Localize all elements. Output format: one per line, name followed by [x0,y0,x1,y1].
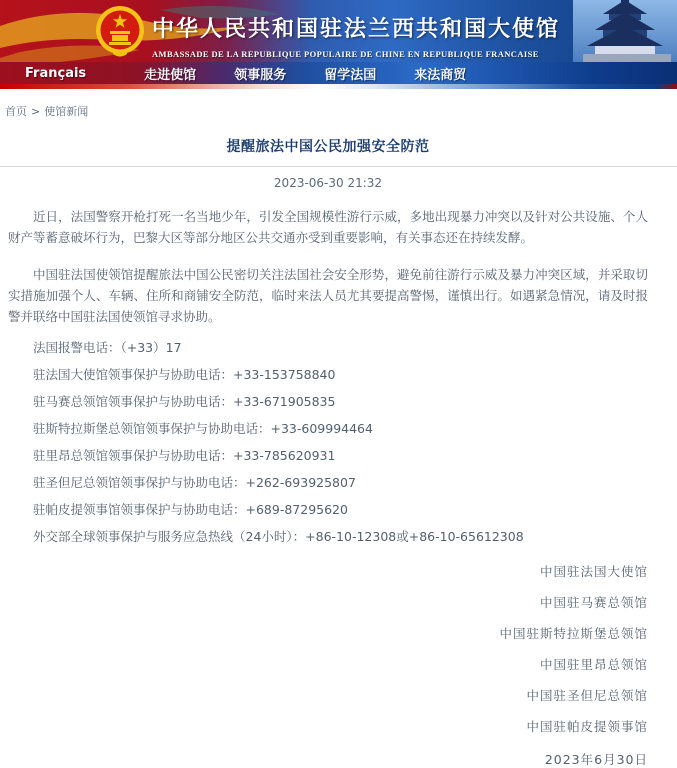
nav-item-francais[interactable]: Français [25,65,87,81]
breadcrumb [0,89,677,119]
hotline-police: 法国报警电话：（+33）17 [33,340,182,355]
nav-item-consular-services[interactable]: 领事服务 [234,67,287,83]
breadcrumb-home-link[interactable]: 首页 [5,105,27,118]
main-nav [0,62,677,84]
title-divider [0,166,677,167]
brand [152,12,560,59]
nav-item-study-in-france[interactable]: 留学法国 [324,67,377,83]
publish-datetime: 2023-06-30 21:32 [273,176,383,190]
paragraph: 中国驻法国使领馆提醒旅法中国公民密切关注法国社会安全形势，避免前往游行示威及暴力冲突区域，并采取切实措施加强个人、车辆、住所和商铺安全防范，临时来法人员尤其要提高警惕，谨慎出行。如遇紧急情况，请及时报警并联络中国驻法国使领馆寻求协助。 [8,267,648,324]
signature-marseille: 中国驻马赛总领馆 [539,595,648,610]
signatures [8,565,648,733]
temple-of-heaven-image [573,0,677,62]
hotline-strasbourg: 驻斯特拉斯堡总领馆领事保护与协助电话：+33-609994464 [33,421,373,436]
paragraph: 近日，法国警察开枪打死一名当地少年，引发全国规模性游行示威，多地出现暴力冲突以及针对公共设施、个人财产等蓄意破坏行为，巴黎大区等部分地区公共交通亦受到重要影响，有关事态还在持续发酵。 [8,209,648,245]
nav-item-business-in-france[interactable]: 来法商贸 [414,67,467,83]
nav-item-about-embassy[interactable]: 走进使馆 [144,67,197,83]
signature-saint-denis: 中国驻圣但尼总领馆 [526,688,648,703]
signature-lyon: 中国驻里昂总领馆 [539,657,648,672]
page-title: 提醒旅法中国公民加强安全防范 [226,139,430,155]
breadcrumb-section-link[interactable]: 使馆新闻 [44,105,89,118]
tricolor-divider [0,84,677,89]
hotline-saint-denis: 驻圣但尼总领馆领事保护与协助电话：+262-693925807 [33,475,356,490]
hotline-marseille: 驻马赛总领馆领事保护与协助电话：+33-671905835 [33,394,336,409]
signature-embassy-france: 中国驻法国大使馆 [539,564,648,579]
signature-papeete: 中国驻帕皮提领事馆 [526,719,648,734]
national-emblem-icon [95,5,145,59]
hotline-lyon: 驻里昂总领馆领事保护与协助电话：+33-785620931 [33,448,336,463]
signature-strasbourg: 中国驻斯特拉斯堡总领馆 [499,626,648,641]
hotline-embassy-france: 驻法国大使馆领事保护与协助电话：+33-153758840 [33,367,336,382]
breadcrumb-separator: > [31,105,41,118]
hotline-mfa-global: 外交部全球领事保护与服务应急热线（24小时）：+86-10-12308或+86-10-65612308 [33,529,524,544]
site-title: 中华人民共和国驻法兰西共和国大使馆 [152,17,561,42]
closing-date: 2023年6月30日 [544,752,648,767]
hotline-papeete: 驻帕皮提领事馆领事保护与协助电话：+689-87295620 [33,502,348,517]
banner [0,0,677,62]
article [0,136,677,768]
site-subtitle: AMBASSADE DE LA REPUBLIQUE POPULAIRE DE CHINE EN REPUBLIQUE FRANCAISE [152,49,539,59]
site-header [0,0,677,89]
